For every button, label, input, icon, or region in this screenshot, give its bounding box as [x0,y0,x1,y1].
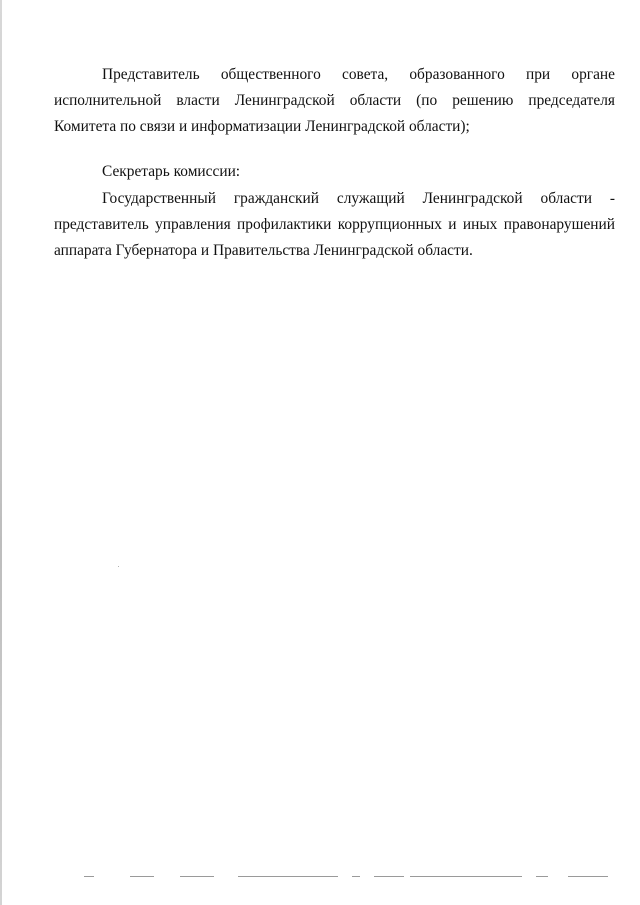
scan-mark [238,876,338,877]
paragraph-secretary-description [54,186,615,264]
secretary-heading: Секретарь комиссии: [102,163,241,180]
scan-footer-artifacts [84,876,624,880]
scan-mark [568,876,608,877]
paragraph-line: Представитель общественного совета, образованного при органе [102,66,615,83]
paragraph-line: аппарата Губернатора и Правительства Ленинградской области. [54,242,473,259]
paragraph-line: Комитета по связи и информатизации Ленинградской области); [54,118,470,135]
paragraph-line: представитель управления профилактики коррупционных и иных правонарушений [54,216,615,233]
scan-mark [130,876,154,877]
scan-speck [118,566,119,567]
scan-edge [0,0,2,905]
scan-mark [352,876,360,877]
paragraph-line: Государственный гражданский служащий Ленинградской области - [102,190,615,207]
paragraph-line: исполнительной власти Ленинградской области (по решению председателя [54,92,615,109]
scan-mark [374,876,404,877]
scan-mark [410,876,522,877]
scan-mark [84,876,94,877]
scan-mark [180,876,214,877]
paragraph-public-council-representative [54,62,615,140]
scan-mark [536,876,548,877]
secretary-heading-block [54,159,615,185]
